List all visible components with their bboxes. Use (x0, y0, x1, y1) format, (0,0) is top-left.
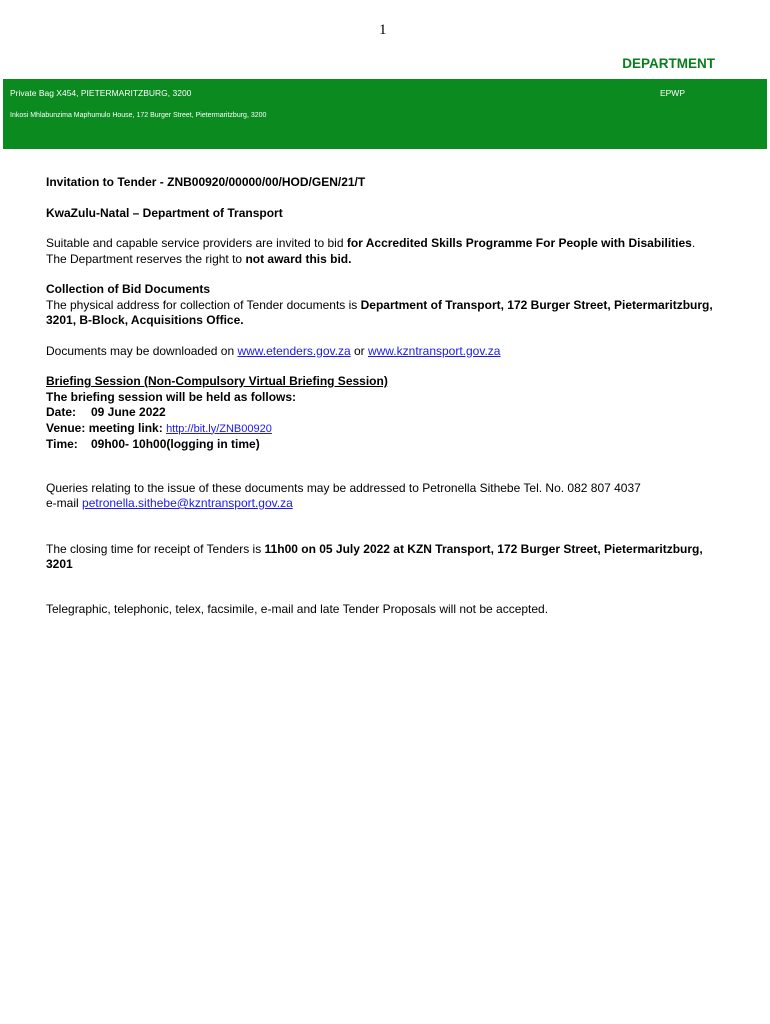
queries-text: Queries relating to the issue of these documents may be addressed to Petronella Sithebe Tel. No. 082 807 4037 (46, 480, 641, 495)
email-label: e-mail (46, 496, 83, 510)
download-or: or (350, 343, 368, 358)
email-link[interactable]: petronella.sithebe@kzntransport.gov.za (82, 496, 293, 510)
download-paragraph (46, 344, 716, 360)
address-line-2: Inkosi Mhlabunzima Maphumulo House, 172 Burger Street, Pietermaritzburg, 3200 (10, 112, 267, 119)
etenders-link[interactable]: www.etenders.gov.za (237, 343, 351, 358)
intro-text-2: . The Department reserves the right to (46, 236, 696, 266)
briefing-time (46, 437, 716, 453)
intro-no-award: not award this bid. (245, 251, 352, 266)
briefing-heading: Briefing Session (Non-Compulsory Virtual Briefing Session) (46, 374, 388, 388)
time-label: Time: (46, 437, 78, 451)
date-label: Date: (46, 405, 77, 419)
department-name: KwaZulu-Natal – Department of Transport (46, 205, 283, 220)
department-label: DEPARTMENT (622, 56, 715, 71)
closing-details: 11h00 on 05 July 2022 at KZN Transport, 172 Burger Street, Pietermaritzburg, 3201 (46, 541, 703, 571)
intro-programme: for Accredited Skills Programme For People with Disabilities (346, 236, 692, 250)
intro-text: Suitable and capable service providers are invited to bid (46, 236, 347, 250)
page-number: 1 (379, 22, 387, 38)
download-text: Documents may be downloaded on (46, 343, 238, 358)
briefing-venue (46, 421, 716, 438)
date-value: 09 June 2022 (91, 405, 166, 419)
venue-label: Venue: (46, 420, 86, 435)
collection-address: Department of Transport, 172 Burger Street, Pietermaritzburg, 3201, B-Block, Acquisitions Office. (46, 297, 713, 327)
meeting-link[interactable]: http://bit.ly/ZNB00920 (166, 422, 272, 435)
tender-content (46, 175, 716, 617)
briefing-subheading: The briefing session will be held as follows: (46, 389, 297, 404)
closing-text: The closing time for receipt of Tenders is (46, 541, 265, 556)
collection-heading: Collection of Bid Documents (46, 282, 211, 296)
kzntransport-link[interactable]: www.kzntransport.gov.za (367, 343, 501, 358)
intro-paragraph (46, 236, 716, 267)
collection-paragraph (46, 298, 716, 329)
closing-paragraph (46, 542, 716, 573)
time-value: 09h00- 10h00(logging in time) (91, 437, 260, 451)
collection-text: The physical address for collection of Tender documents is (46, 297, 361, 312)
final-note: Telegraphic, telephonic, telex, facsimile, e-mail and late Tender Proposals will not be accepted. (46, 601, 549, 616)
venue-value: meeting link: (88, 420, 163, 435)
tender-title: Invitation to Tender - ZNB00920/00000/00/HOD/GEN/21/T (46, 175, 366, 189)
briefing-date (46, 405, 716, 421)
epwp-label: EPWP (659, 88, 685, 98)
header-banner (3, 79, 767, 149)
email-line (46, 496, 716, 512)
address-line-1: Private Bag X454, PIETERMARITZBURG, 3200 (10, 88, 192, 98)
